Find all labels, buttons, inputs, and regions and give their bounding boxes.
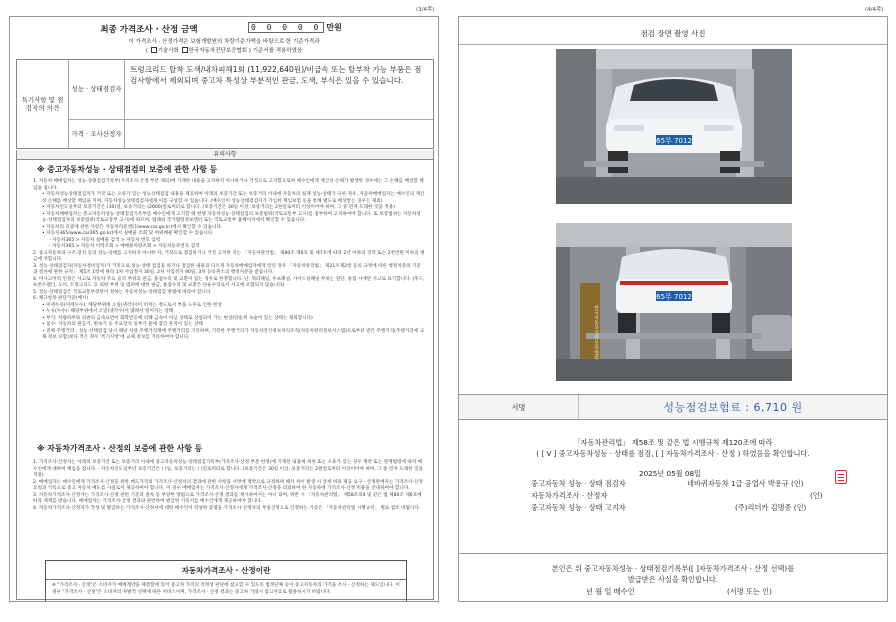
appraiser-opinion-text bbox=[125, 120, 433, 148]
notice-line: 4. 미사고이력 인정은 사고로 자동차 주요 골격 부위의 판금, 용접수리 및 교환이 있는 경우로 한정합니다. 단, 쿼터패널, 루프패널, 사이드실패널 부위는 절단, 용접 시에만 사고로 표기합니다. (후드, 프론트펜더, 도어, 트렁크리드 등 외판 부위 및 범퍼에 대한 판금, 용접수리 및 교환은 단순수리로서 사고에 포함되지 않습니다) bbox=[33, 276, 425, 289]
certification-line-1: 「자동차관리법」 제58조 및 같은 법 시행규칙 제120조에 따라 bbox=[573, 438, 773, 447]
appraisal-definition-title: 자동차가격조사 · 산정이란 bbox=[181, 566, 271, 575]
signer-role-notifier: 중고자동차 성능 · 상태 고지자 bbox=[531, 503, 626, 512]
signer-role-inspector: 중고자동차 성능 · 상태 점검자 bbox=[531, 479, 626, 488]
column-sign: 한국자동차진단보증협회 bbox=[593, 304, 599, 360]
standard-selection: ( 기술사회 한국자동차진단보증협회 ) 기준서를 적용하였음 bbox=[145, 48, 303, 54]
notice-header: 유의사항 bbox=[16, 150, 434, 160]
appraiser-opinion-row bbox=[69, 120, 433, 148]
row-label: 성능 · 상태점검자 bbox=[69, 60, 125, 119]
inspection-photo-rear bbox=[556, 223, 792, 381]
certification-date: 2025년 05월 08일 bbox=[639, 469, 701, 478]
signature-label: 서명 bbox=[459, 395, 579, 419]
receipt-line-2: 발급받은 사실을 확인합니다. bbox=[627, 575, 719, 584]
inspection-record-page-3 bbox=[9, 16, 439, 602]
notice-line: 3. 성능·상태점검자(자동차정비업자)가 거짓으로 성능·상태 점검을 하거나 점검한 내용과 다르게 자동차매매업자에게 알린 경우 「자동차관리법」 제21조제2항 등의 규정에 따른 행정처분의 기준과 절차에 관한 규칙」 제5조 1항에 따라 1차 사업정지 30일, 2차 사업정지 90일, 3차 등록취소의 행정처분을 받습니다. bbox=[33, 263, 421, 276]
signer-role-appraiser: 자동차가격조사 · 산정자 bbox=[531, 491, 608, 500]
notice-line: • 자동차의 리콜에 관한 사항은 자동차리콜센터(www.car.go.kr)에서 확인할 수 있습니다. bbox=[42, 224, 223, 230]
section1-title: ※ 중고자동차성능 · 상태점검의 보증에 관한 사항 등 bbox=[37, 165, 218, 174]
notice-line: 2. 중고자동차의 구조·장치 등의 성능·상태를 고지하지 아니한 자, 거짓으로 점검하거나 거짓 고지한 자는 「자동차관리법」 제80조 제6호 및 제7호에 따라 2년 이하의 징역 또는 2천만원 이하의 벌금에 처합니다. bbox=[33, 250, 425, 263]
divider bbox=[459, 553, 887, 554]
notice-line: • 부식: 차량하부와 외판의 금속표면이 화학반응에 의해 금속이 아닌 상태로 상실되어 가는 현상(단순히 녹슬어 있는 상태는 제외합니다) bbox=[42, 315, 313, 321]
section2-title: ※ 자동차가격조사 · 산정의 보증에 관한 사항 등 bbox=[37, 444, 203, 453]
notice-line: • 미세누유(미세누수): 해당부위에 오일(냉각수)이 비치는 정도로서 부품 노후로 인한 현상 bbox=[42, 302, 222, 308]
seal-stamp-icon bbox=[835, 470, 847, 484]
notice-section bbox=[16, 160, 434, 600]
car-front-photo bbox=[556, 49, 792, 204]
notice-line: • 자동차성능상태점검자가 거짓 또는 오류가 있는 성능상태점검 내용을 제공하여 아래의 보증기간 또는 보증거리 이내에 자동차의 실제 성능·상태가 다른 경우, 자동차매매업자는 매수인의 재산상 손해를 배상할 책임을 지며, 자동차성능상태점검자에게 이를 구상할 수 있습니다. (매수인이 성능상태점검자가 가입한 책임보험 등을 통해 별도로 배상받는 경우는 제외) bbox=[42, 192, 425, 204]
notice-line: 1. 자동차 매매업자는 성능·상태점검기록부(가격조사·산정 부분 제외)에 기재한 내용을 고지하지 아니하거나 거짓으로 고지함으로써 매수인에게 재산상 손해가 발생한 경우에는 그 손해를 배상할 책임을 집니다. bbox=[33, 179, 424, 191]
checkbox-icon[interactable] bbox=[151, 47, 157, 53]
notice-line: - 자동차365 > 자동차 이력조회 > 매매용차량조회 > 자동차등록번호 검색 bbox=[49, 244, 200, 250]
appraisal-definition-text: ※ "가격조사 · 산정"은 소비자가 매매계약을 체결함에 있어 중고차 가격의 적정성 판단에 참고할 수 있도록 법정단체 등이 중고자동차의 가격을 조사 · 산정하는 제도입니다. 이 경우 "가격조사 · 산정"은 소비자의 자발적 선택에 따른 서비스이며, 가격조사 · 산정 결과는 중고차 거래시 참고자료로 활용하시기 바랍니다. bbox=[52, 583, 400, 595]
final-price-amount bbox=[248, 22, 342, 33]
appraisal-definition-box bbox=[45, 560, 407, 602]
signer-name-inspector: 네바퀴자동차 1급 공업사 박용규 (인) bbox=[687, 479, 804, 488]
notice-line: 6. 체크항목 판단기준(예시) bbox=[33, 296, 89, 302]
notice-line: • 자동차매매업자는 중고자동차성능·상태점검기록부를 매수인에게 고지할 때 현행 자동차성능·상태점검의 보증범위(국토교통부 고시)를 첨부하여 고지하여야 합니다. 또 보증범위는 자동차성능·상태점검자의 보증범위(국토교통부 고시)에 따르며, 범례와 국가법령정보센터 또는 국토교통부 홈페이지에서 확인할 수 있습니다. bbox=[42, 211, 421, 224]
opinion-table bbox=[16, 59, 434, 149]
notice-line: 1. 가격조사·산정자는 아래의 보증기간 또는 보증거리 이내에 중고자동차성능·상태점검기록부(가격조사·산정 부분 한정)에 기재된 내용에 허위 또는 오류가 있는 경우 계약 또는 관계법령에 따라 매수인에게 대하여 책임을 집니다. · 자동차인도일부터 보증기간은 ( )일, 보증거리는 ( )킬로미터로 합니다. (보증기간은 30일 이상, 보증거리는 2천킬로미터 이상이어야 하며, 그 중 먼저 도래한 것을 적용) bbox=[33, 460, 423, 479]
amount-unit: 만원 bbox=[326, 23, 342, 32]
checkbox-icon[interactable] bbox=[182, 47, 188, 53]
plate-text: 65무 7012 bbox=[656, 293, 692, 301]
notice-line: • 전체 주행거리 : 성능·상태점검 당시 해당 차량 주행거리계에 주행거리를 기록하며, 기록한 주행거리가 자동차전산정보처리조직(자동차관리정보시스템)으로부터 받은 주행거리(주행거리에 교체 정보 포함)보다 적은 경우 '특기사항'에 교체 정보를 기록하여야 합니다. bbox=[42, 328, 425, 341]
final-price-label: 최종 가격조사 · 산정 금액 bbox=[100, 25, 198, 35]
receipt-date-buyer: 년 월 일 매수인 bbox=[586, 587, 635, 596]
inspection-record-page-4 bbox=[458, 16, 888, 602]
opinion-section-label: 특기사항 및 점검자의 의견 bbox=[17, 60, 69, 148]
notice-line: 4. 자동차가격조사·산정자가 작성 및 발급하는 가격조사·산정서에 대한 매수인이 작성한 증명을 가격조사·산정자의 부실산정으로 인정하는 기준은 「자동차관리법 시행규칙」 별표 참조 바랍니다. bbox=[33, 505, 421, 511]
divider bbox=[46, 579, 406, 580]
notice-line: • 누유(누수): 해당부위에서 오일(냉각수)이 맺혀서 떨어지는 상태 bbox=[42, 309, 174, 315]
notice-line: - 자동차365 > 자동차 실매물 검색 > 자동차 번호 입력 bbox=[49, 237, 161, 243]
page-number-right: (4/4쪽) bbox=[865, 7, 884, 13]
inspector-opinion-row bbox=[69, 60, 433, 120]
signer-name-notifier: (주)리더카 김명종 (인) bbox=[735, 503, 807, 512]
section2-body bbox=[33, 460, 425, 512]
notice-line: 2. 매매업자는 매수인에게 가격조사·산정을 위한 매도가격의 가격조사·산정서의 결과에 관한 사항을 서면에 계약으로 규정하며 해석 차이 발생 시 상세 비용 제공 요구 · 산정판매자는 가격조사·산정 요청과 기록으로 중고 자동차 매도를 사실로서 제공하여야 합니다. 이 경우 매매업자는 가격조사·산정자에게 가격조사·산정을 의뢰하여 한 자동차에 가격조사·산정 비용을 안내하여야 합니다. bbox=[33, 479, 423, 492]
inspector-opinion-text: 트렁크리드 탈착 도색/내차피해1회 (11,922,640원)/비급속 또는 탈부착 가능 부품은 점검사항에서 제외되며 중고차 특성상 부분적인 판금, 도색, 부식은 있을 수 있습니다. bbox=[130, 65, 422, 85]
inspection-photo-front bbox=[556, 49, 792, 204]
notice-line: • 자동차365(www.car365.go.kr)에서 실매물 조회 및 허위매물 확인할 수 있습니다. bbox=[42, 231, 214, 237]
signature-row bbox=[459, 394, 887, 420]
receipt-signature: (서명 또는 인) bbox=[727, 587, 772, 596]
insurance-fee: 성능점검보험료 : 6,710 원 bbox=[663, 401, 803, 414]
notice-line: • 침수: 자동차의 원동기, 변속기 등 주요장치 일부가 물에 잠긴 흔적이 있는 상태 bbox=[42, 322, 203, 328]
signer-name-appraiser: (인) bbox=[810, 491, 823, 500]
amount-box: 0 0 0 0 0 bbox=[248, 22, 324, 33]
certification-line-2: ( [ V ] 중고자동차성능 · 상태를 점검, [ ] 자동차가격조사 · 산정 ) 하였음을 확인합니다. bbox=[536, 449, 810, 458]
page-number-left: (3/4쪽) bbox=[416, 7, 435, 13]
price-basis-note: 이 가격조사 · 산정가격은 보험개발원의 차량기준가액을 바탕으로 한 기준가격과 bbox=[128, 39, 320, 45]
notice-line: • 자동차인도일부터 보증기간은 (30)일, 보증거리는 (2000)킬로미터로 합니다. (보증기간은 30일 이상, 보증거리는 2천킬로미터 이상이어야 하며, 그 중 먼저 도래한 것을 적용) bbox=[42, 205, 395, 211]
receipt-line-1: 본인은 위 중고자동차성능 · 상태점검기록부([ ]자동차가격조사 · 산정 선택)를 bbox=[551, 564, 795, 573]
notice-line: 5. 성능·상태점검은 국토교통부장관이 정하는 자동차성능·상태점검 방법에 따라야 합니다. bbox=[33, 289, 212, 295]
plate-text: 65무 7012 bbox=[656, 137, 692, 145]
row-label: 가격 · 조사산정자 bbox=[69, 120, 125, 148]
photo-header: 점검 장면 촬영 사진 bbox=[459, 23, 887, 45]
section1-body bbox=[33, 179, 425, 342]
notice-line: 3. 자동차가격조사·산정자는 가격조사·산정 관련 기준과 절차 등 부당한 방법으로 가격조사·산정 결과를 제시하여서는 아니 되며, 위반 시 「자동차관리법」 제58조의4 및 같은 법 제80조 제6호에 따라 제재를 받습니다. 매매업자는 가격조사·산정 결과와 관련하여 발급한 기록서를 매수인에게 제공하여야 합니다. bbox=[33, 492, 422, 505]
